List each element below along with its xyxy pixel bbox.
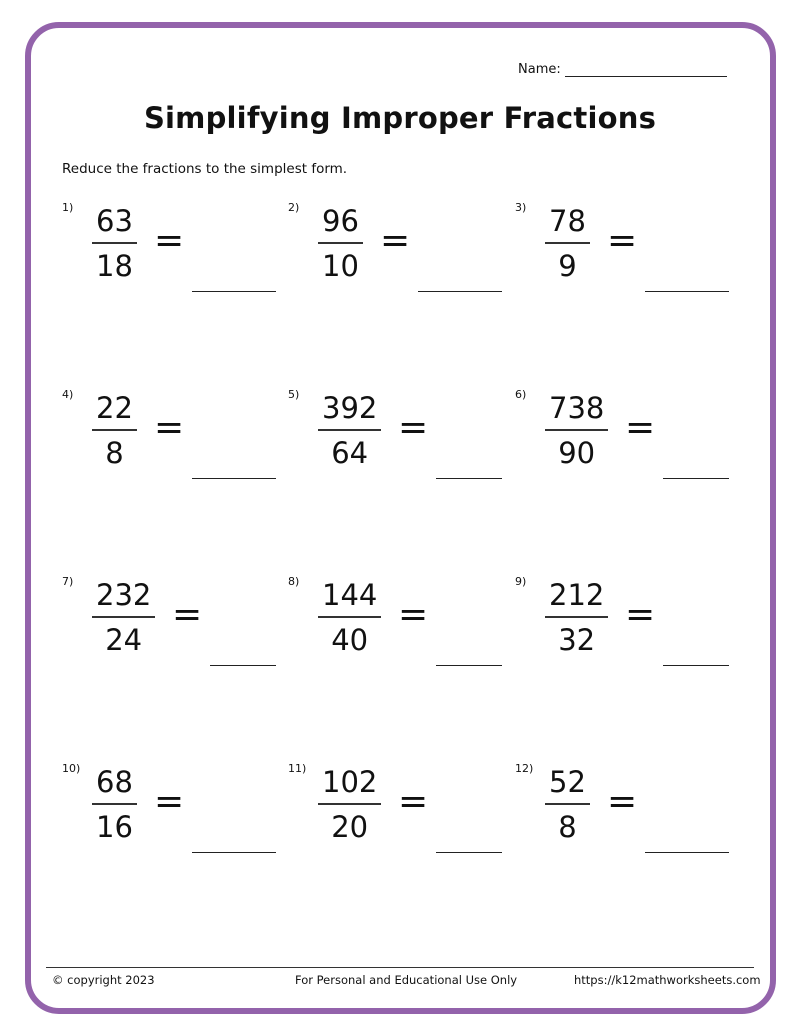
answer-blank[interactable] <box>192 291 276 292</box>
name-blank-line[interactable] <box>565 62 727 77</box>
denominator: 90 <box>558 436 596 470</box>
problem-2 <box>288 201 513 301</box>
equals-sign: = <box>607 220 638 261</box>
numerator: 212 <box>549 578 605 612</box>
problem-7 <box>62 575 287 675</box>
name-label: Name: <box>518 62 561 77</box>
problem-number: 7) <box>62 575 74 588</box>
denominator: 32 <box>558 623 596 657</box>
fraction <box>92 577 155 655</box>
equals-sign: = <box>154 781 185 822</box>
equals-sign: = <box>154 407 185 448</box>
problem-9 <box>515 575 740 675</box>
denominator: 18 <box>96 249 133 283</box>
equals-sign: = <box>625 407 656 448</box>
fraction <box>92 390 137 468</box>
fraction <box>92 203 137 281</box>
answer-blank[interactable] <box>436 665 502 666</box>
problem-number: 12) <box>515 762 534 775</box>
numerator: 232 <box>96 578 152 612</box>
problem-number: 10) <box>62 762 81 775</box>
numerator: 22 <box>96 391 133 425</box>
fraction <box>318 203 363 281</box>
problem-number: 6) <box>515 388 527 401</box>
footer-divider <box>46 967 754 968</box>
answer-blank[interactable] <box>645 291 729 292</box>
fraction <box>318 764 381 842</box>
fraction <box>92 764 137 842</box>
problem-3 <box>515 201 740 301</box>
equals-sign: = <box>398 407 429 448</box>
fraction <box>318 577 381 655</box>
equals-sign: = <box>625 594 656 635</box>
problem-number: 2) <box>288 201 300 214</box>
numerator: 738 <box>549 391 605 425</box>
problem-11 <box>288 762 513 862</box>
numerator: 96 <box>322 204 359 238</box>
denominator: 40 <box>331 623 369 657</box>
equals-sign: = <box>398 594 429 635</box>
equals-sign: = <box>154 220 185 261</box>
answer-blank[interactable] <box>418 291 502 292</box>
problem-4 <box>62 388 287 488</box>
equals-sign: = <box>172 594 203 635</box>
problem-number: 1) <box>62 201 74 214</box>
numerator: 63 <box>96 204 133 238</box>
numerator: 392 <box>322 391 378 425</box>
answer-blank[interactable] <box>645 852 729 853</box>
name-field[interactable] <box>518 62 727 77</box>
denominator: 8 <box>558 810 577 844</box>
problem-10 <box>62 762 287 862</box>
numerator: 52 <box>549 765 586 799</box>
answer-blank[interactable] <box>436 852 502 853</box>
footer-copyright: © copyright 2023 <box>52 973 155 987</box>
denominator: 10 <box>322 249 359 283</box>
problem-1 <box>62 201 287 301</box>
problem-5 <box>288 388 513 488</box>
answer-blank[interactable] <box>210 665 276 666</box>
answer-blank[interactable] <box>192 852 276 853</box>
answer-blank[interactable] <box>192 478 276 479</box>
problem-12 <box>515 762 740 862</box>
numerator: 144 <box>322 578 378 612</box>
footer-url: https://k12mathworksheets.com <box>574 973 761 987</box>
answer-blank[interactable] <box>663 478 729 479</box>
denominator: 20 <box>331 810 369 844</box>
answer-blank[interactable] <box>663 665 729 666</box>
denominator: 64 <box>331 436 369 470</box>
problem-number: 11) <box>288 762 307 775</box>
problem-number: 3) <box>515 201 527 214</box>
problem-number: 9) <box>515 575 527 588</box>
equals-sign: = <box>380 220 411 261</box>
numerator: 68 <box>96 765 133 799</box>
denominator: 9 <box>558 249 577 283</box>
denominator: 8 <box>105 436 124 470</box>
problem-6 <box>515 388 740 488</box>
answer-blank[interactable] <box>436 478 502 479</box>
fraction <box>545 390 608 468</box>
fraction <box>545 764 590 842</box>
numerator: 102 <box>322 765 378 799</box>
denominator: 16 <box>96 810 133 844</box>
denominator: 24 <box>105 623 143 657</box>
equals-sign: = <box>607 781 638 822</box>
numerator: 78 <box>549 204 586 238</box>
instructions: Reduce the fractions to the simplest form. <box>62 161 348 177</box>
problem-8 <box>288 575 513 675</box>
problem-number: 8) <box>288 575 300 588</box>
problem-number: 5) <box>288 388 300 401</box>
worksheet-title: Simplifying Improper Fractions <box>143 101 657 135</box>
problem-number: 4) <box>62 388 74 401</box>
equals-sign: = <box>398 781 429 822</box>
footer-usage: For Personal and Educational Use Only <box>295 973 518 987</box>
fraction <box>545 577 608 655</box>
fraction <box>545 203 590 281</box>
fraction <box>318 390 381 468</box>
